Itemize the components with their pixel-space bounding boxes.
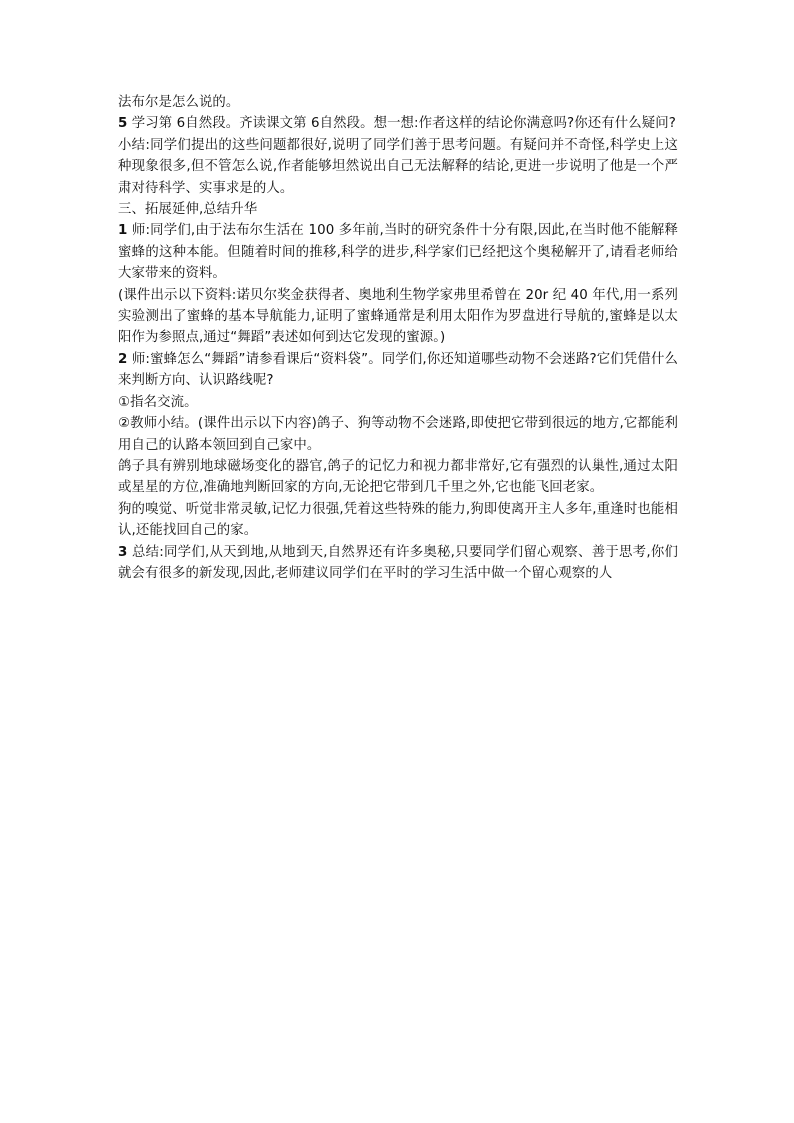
paragraph (118, 499, 678, 542)
paragraph-text: ①指名交流。 (118, 394, 198, 410)
paragraph-text: 小结:同学们提出的这些问题都很好,说明了同学们善于思考问题。有疑问并不奇怪,科学史上这种现象很多,但不管怎么说,作者能够坦然说出自己无法解释的结论,更进一步说明了他是一个严肃对待科学、实事求是的人。 (118, 137, 678, 196)
paragraph (118, 542, 678, 585)
paragraph-text: 总结:同学们,从天到地,从地到天,自然界还有许多奥秘,只要同学们留心观察、善于思考,你们就会有很多的新发现,因此,老师建议同学们在平时的学习生活中做一个留心观察的人 (118, 544, 678, 581)
paragraph (118, 456, 678, 499)
paragraph (118, 392, 678, 413)
paragraph-text: 鸽子具有辨别地球磁场变化的器官,鸽子的记忆力和视力都非常好,它有强烈的认巢性,通过太阳或星星的方位,准确地判断回家的方向,无论把它带到几千里之外,它也能飞回老家。 (118, 458, 678, 496)
paragraph (118, 285, 678, 349)
heading-text: 三、拓展延伸,总结升华 (118, 202, 258, 218)
item-number: 3 (118, 544, 128, 560)
paragraph-text: 师:蜜蜂怎么“舞蹈”请参看课后“资料袋”。同学们,你还知道哪些动物不会迷路?它们凭借什么来判断方向、认识路线呢? (118, 351, 678, 389)
paragraph-text: ②教师小结。(课件出示以下内容)鸽子、狗等动物不会迷路,即使把它带到很远的地方,它都能利用自己的认路本领回到自己家中。 (118, 416, 678, 453)
paragraph (118, 135, 678, 199)
paragraph (118, 113, 678, 134)
item-number: 1 (118, 223, 128, 239)
item-number: 5 (118, 116, 128, 132)
paragraph (118, 220, 678, 284)
paragraph-text: 法布尔是怎么说的。 (118, 95, 240, 110)
item-number: 2 (118, 351, 128, 367)
paragraph (118, 92, 678, 113)
document-body (118, 92, 678, 584)
paragraph-text: 狗的嗅觉、听觉非常灵敏,记忆力很强,凭着这些特殊的能力,狗即使离开主人多年,重逢时也能相认,还能找回自己的家。 (118, 501, 678, 539)
paragraph-text: 学习第 6自然段。齐读课文第 6自然段。想一想:作者这样的结论你满意吗?你还有什么疑问? (127, 116, 676, 132)
paragraph (118, 413, 678, 456)
paragraph-text: (课件出示以下资料:诺贝尔奖金获得者、奥地利生物学家弗里希曾在 20r 纪 40 年代,用一系列实验测出了蜜蜂的基本导航能力,证明了蜜蜂通常是利用太阳作为罗盘进行导航的,蜜蜂是以太阳作为参照点,通过“舞蹈”表述如何到达它发现的蜜源。) (118, 287, 678, 346)
paragraph-text: 师:同学们,由于法布尔生活在 100 多年前,当时的研究条件十分有限,因此,在当时他不能解释蜜蜂的这种本能。但随着时间的推移,科学的进步,科学家们已经把这个奥秘解开了,请看老师给大家带来的资料。 (118, 223, 678, 282)
paragraph (118, 349, 678, 392)
section-heading (118, 199, 678, 220)
